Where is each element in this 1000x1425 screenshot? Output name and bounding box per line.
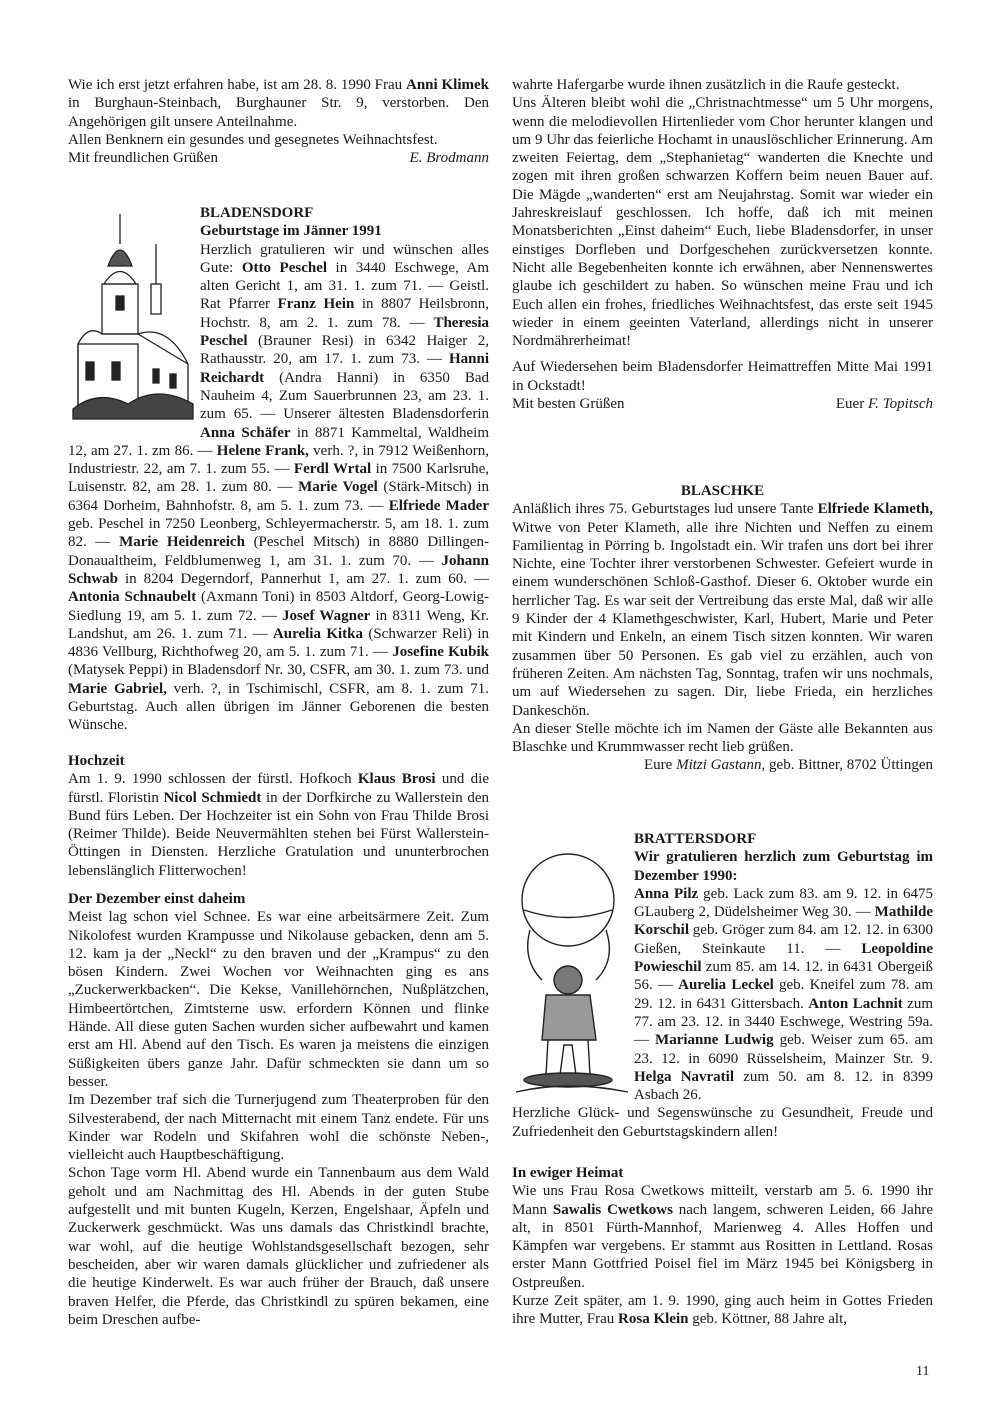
paragraph — [68, 908, 489, 1091]
death-notice-paragraph — [68, 76, 489, 131]
intro-section — [68, 76, 489, 167]
paragraph — [512, 1292, 933, 1329]
signoff — [512, 395, 933, 413]
text-run: (Stärk-Mitsch) in 6364 Dorheim, Bahnhofstr. 8, am 5. 1. zum 73. — — [68, 479, 490, 514]
closing-text: Mit besten Grüßen — [512, 396, 625, 413]
text-run: in 8311 Weng, Kr. Landshut, am 26. 1. zum 71. — — [68, 607, 489, 642]
bold-name: Elfriede Mader — [388, 497, 489, 514]
text-run: geb. Lack zum 83. am 9. 12. in 6475 GLauberg 2, Düdelsheimer Weg 30. — — [634, 885, 933, 921]
text-run: Wie uns Frau Rosa Cwetkows mitteilt, verstarb am 5. 6. 1990 ihr Mann — [512, 1183, 933, 1218]
bold-name: Otto Peschel — [241, 259, 328, 276]
subheading: Geburtstage im Jänner 1991 — [200, 223, 382, 240]
bold-name: Franz Hein — [277, 296, 355, 313]
text-run: Witwe von Peter Klameth, alle ihre Nichten und Neffen zu einem Familientag in Pörring b. Ingolstadt ein. Wir trafen uns dort bei ihrer Nichte, eine Tochter ihrer verstorbenen Schwester. Gefeiert wurde in einem wunderschönen Schloß-Gasthof. Dieser 6. Oktober wurde ein herrlicher Tag. Es war seit der Vertreibung das erste Mal, daß wir alle 9 Kinder der 4 Klamethgeschwister, Karl, Hubert, Marie und Peter mit Kindern und Enkeln, an einem Tisch sitzen konnten. Wir waren zusammen über 50 Personen. Es gab viel zu erzählen, auch von früheren Zeiten. Am nächsten Tag, Sonntag, trafen wir uns nochmals, um auf Wiedersehen zu sagen. Dir, liebe Frieda, ein herzliches Dankeschön. — [512, 519, 933, 719]
december-continued — [512, 76, 933, 413]
text-run: Wie ich erst jetzt erfahren habe, ist am 28. 8. 1990 Frau — [68, 77, 406, 93]
page-number: 11 — [916, 1364, 930, 1379]
brattersdorf-section — [512, 830, 933, 1141]
text-run: geb. Peschel in 7250 Leonberg, Schleyermacherstr. 5, am 18. 1. zum 82. — — [68, 516, 489, 551]
bold-name: Josefine Kubik — [392, 644, 489, 661]
text-run: Herzlich gratulieren wir und wünschen alles Gute: — [200, 241, 489, 276]
text-run: geb. Kneifel zum 78. am 29. 12. in 6431 Gittersbach. — [634, 977, 933, 1012]
bold-name: Rosa Klein — [618, 1311, 689, 1328]
bold-name: Theresia Peschel — [200, 314, 489, 350]
bold-name: Aurelia Leckel — [678, 977, 774, 994]
bold-name: Antonia Schnaubelt — [68, 589, 197, 606]
text-run: geb. Köttner, 88 Jahre alt, — [688, 1311, 848, 1328]
signature: E. Brodmann — [409, 150, 489, 167]
paragraph — [512, 1104, 933, 1141]
bold-name: Johann Schwab — [68, 552, 489, 587]
paragraph — [512, 1182, 933, 1292]
paragraph — [512, 500, 933, 720]
wedding-heading: Hochzeit — [68, 753, 125, 769]
text-run: verh. ?, in Tschimischl, CSFR, am 8. 1. zum 71. Geburtstag. Auch allen übrigen im Jänner Geborenen die besten Wünsche. — [68, 680, 489, 734]
section-heading: BLADENSDORF — [200, 205, 314, 221]
subheading: Wir gratulieren herzlich zum Geburtstag im Dezember 1990: — [634, 849, 933, 884]
bold-name: Marie Gabriel, — [68, 680, 167, 697]
bold-name: Hanni Reichardt — [200, 351, 489, 386]
paragraph — [68, 1091, 489, 1164]
text-run: geb. Weiser zum 65. am 23. 12. in 6090 Rüsselsheim, Mainzer Str. 9. — [634, 1032, 934, 1067]
bold-name: Josef Wagner — [282, 607, 371, 624]
text-run: in 8871 Kammeltal, Waldheim 12, am 27. 1. zm 86. — — [68, 424, 489, 459]
text-run: zum 77. am 23. 12. in 3440 Eschwege, Westring 59a. — — [634, 995, 933, 1049]
text-run: Anläßlich ihres 75. Geburtstages lud unsere Tante — [512, 501, 818, 518]
bold-name: Anton Lachnit — [808, 995, 903, 1012]
paragraph — [512, 358, 933, 395]
text-run: geb. Gröger zum 84. am 12. 12. in 6300 Gießen, Steinkaute 11. — — [634, 922, 933, 957]
bold-name: Anna Schäfer — [200, 424, 291, 441]
december-section — [68, 890, 489, 1329]
section-heading: BRATTERSDORF — [634, 831, 757, 847]
text-run: zum 85. am 14. 12. in 6431 Obergeiß 56. — — [634, 959, 933, 994]
bold-name: Marie Heidenreich — [119, 534, 245, 551]
bold-name: Helga Navratil — [634, 1068, 735, 1085]
text-run: Schon Tage vorm Hl. Abend wurde ein Tannenbaum aus dem Wald geholt und am Nachmittag des Hl. Abends in der guten Stube aufgestellt und mit bunten Kugeln, Kerzen, Engelshaar, Äpfeln und Zuckerwerk geschmückt. Was uns damals das Christkindl brachte, war wohl, auf die heutige Wohlstandsgesellschaft bezogen, sehr bescheiden, aber wir waren damals glücklicher und zufriedener als die heutige Kinderwelt. Es war auch früher der Brauch, daß unsere braven Helfer, die Pferde, das Christkindl zu spüren bekamen, eine beim Dreschen aufbe- — [68, 1165, 489, 1328]
text-run: (Matysek Peppi) in Bladensdorf Nr. 30, CSFR, am 30. 1. zum 73. und — [68, 662, 489, 679]
italic-name: Mitzi Gastann — [676, 757, 762, 774]
text-run: verh. ?, in 7912 Weißenhorn, Industriestr. 22, am 7. 1. zum 55. — — [68, 442, 489, 478]
text-run: (Andra Hanni) in 6350 Bad Nauheim 4, Zum Sauerbrunnen 23, am 23. 1. zum 65. — Unserer ältesten Bladensdorferin — [200, 369, 489, 423]
text-run: wahrte Hafergarbe wurde ihnen zusätzlich in die Raufe gesteckt. — [512, 77, 900, 93]
paragraph — [512, 76, 933, 94]
wedding-paragraph — [68, 770, 489, 880]
bold-name: Ferdl Wrtal — [293, 461, 372, 478]
text-run: Eure — [644, 757, 677, 774]
text-run: in 3440 Eschwege, Am alten Gericht 1, am 31. 1. zum 71. — Geistl. Rat Pfarrer — [200, 259, 490, 313]
church-illustration — [68, 204, 200, 428]
blaschke-section — [512, 482, 933, 775]
bold-name: Aurelia Kitka — [272, 625, 363, 642]
text-run: Meist lag schon viel Schnee. Es war eine arbeitsärmere Zeit. Zum Nikolofest wurden Krampusse und Nikolause gebacken, denn am 5. 12. kam ja der „Neckl“ zu den braven und der „Krampus“ zu den bösen Kindern. Zwei Wochen vor Weihnachten ging es ans „Zuckerwerkbacken“. Die Kekse, Vanillehörnchen, Nußplätzchen, Himbeertörtchen, Zimtsterne usw. erfordern Können und flinke Hände. All diese guten Sachen wurden sicher aufbewahrt und kamen erst am Hl. Abend auf den Tisch. Es waren ja meistens die einzigen Süßigkeiten übers ganze Jahr. Dafür schmeckten sie dann um so besser. — [68, 909, 489, 1090]
bold-name: Helene Frank, — [216, 442, 309, 459]
paragraph — [512, 94, 933, 350]
text-run: (Peschel Mitsch) in 8880 Dillingen-Donaualtheim, Feldblumenweg 1, am 31. 1. zum 70. — — [68, 534, 489, 569]
text-run: (Axmann Toni) in 8503 Altdorf, Georg-Lowig-Siedlung 19, am 5. 1. zum 72. — — [68, 589, 490, 624]
signature-prefix: Euer — [835, 396, 868, 413]
text-run: Auf Wiedersehen beim Bladensdorfer Heimattreffen Mitte Mai 1991 in Ockstadt! — [512, 359, 933, 394]
bold-name: Klaus Brosi — [357, 771, 436, 788]
obituary-section — [512, 1164, 933, 1329]
text-run: Allen Benknern ein gesundes und gesegnetes Weihnachtsfest. — [68, 131, 438, 148]
signoff — [68, 149, 489, 167]
obituary-heading: In ewiger Heimat — [512, 1165, 624, 1181]
signature — [512, 756, 933, 774]
text-run: Im Dezember traf sich die Turnerjugend zum Theaterproben für den Silvesterabend, der nach Mitternacht mit einem Tanz endete. Für uns Kinder war Rodeln und Skifahren wohl die schönste Neben-, vielleicht auch Hauptbeschäftigung. — [68, 1092, 489, 1164]
text-run: in 8807 Heilsbronn, Hochstr. 8, am 2. 1. zum 78. — — [200, 296, 490, 331]
bold-name: Marianne Ludwig — [655, 1032, 774, 1049]
text-run: Am 1. 9. 1990 schlossen der fürstl. Hofkoch — [68, 771, 358, 788]
text-run: Kurze Zeit später, am 1. 9. 1990, ging auch heim in Gottes Frieden ihre Mutter, Frau — [512, 1293, 933, 1328]
atlas-figure-illustration — [512, 830, 634, 1098]
text-run: Uns Älteren bleibt wohl die „Christnachtmesse“ um 5 Uhr morgens, wenn die melodievollen Hirtenlieder vom Chor herunter klangen und um 9 Uhr das feierliche Hochamt in unauslöschlicher Erinnerung. Am zweiten Feiertag, dem „Stephanietag“ wanderten die Knechte und zogen mit ihren großen schwarzen Koffern beim neuen Bauer auf. Die Mägde „wanderten“ erst am Neujahrstag. Somit war wieder ein Jahreskreislauf geschlossen. Ich hoffe, daß ich mit meinen Monatsberichten „Einst daheim“ Euch, liebe Bladensdorfer, in unser einstiges Dorfleben und Dorfgeschehen zurückversetzen konnte. Nicht alle Begebenheiten konnte ich erwähnen, aber Nennenswertes glaube ich geschildert zu haben. So wünschen meine Frau und ich Euch allen ein frohes, friedliches Weihnachtsfest, das erste seit 1945 wieder in einem geeinten Vaterland, allerdings nicht in unserer Nordmährerheimat! — [512, 95, 933, 350]
signature: F. Topitsch — [867, 396, 933, 413]
text-run: in 7500 Karlsruhe, Luisenstr. 82, am 28. 1. zum 80. — — [68, 461, 489, 496]
text-run: An dieser Stelle möchte ich im Namen der Gäste alle Bekannten aus Blaschke und Krummwasser recht lieb grüßen. — [512, 720, 933, 756]
december-heading: Der Dezember einst daheim — [68, 891, 246, 907]
bold-name: Nicol Schmiedt — [163, 789, 262, 806]
bold-name: Anni Klimek — [406, 77, 489, 93]
text-run: nach langem, schweren Leiden, 66 Jahre alt, in 8501 Fürth-Mannhof, Marienweg 4. Alles Hoffen und Kämpfen war vergebens. Er stammt aus Rositten in Lettland. Rosas erster Mann Gottfried Poisel fiel im März 1945 bei Königsberg in Ostpreußen. — [512, 1201, 933, 1291]
bold-name: Sawalis Cwetkows — [552, 1201, 673, 1218]
bold-name: Leopoldine Powieschil — [634, 940, 933, 976]
paragraph — [68, 1164, 489, 1329]
wedding-section — [68, 752, 489, 880]
text-run: in Burghaun-Steinbach, Burghauner Str. 9, verstorben. Den Angehörigen gilt unsere Anteilnahme. — [68, 95, 489, 130]
closing-text: Mit freundlichen Grüßen — [68, 150, 218, 167]
section-heading: BLASCHKE — [680, 483, 765, 499]
bold-name: Mathilde Korschil — [634, 904, 933, 939]
text-run: in 8204 Degerndorf, Pannerhut 1, am 27. 1. zum 60. — — [118, 570, 489, 587]
text-run: und die fürstl. Floristin — [68, 771, 490, 806]
text-run: (Brauner Resi) in 6342 Haiger 2, Rathausstr. 20, am 17. 1. zum 73. — — [200, 333, 489, 368]
text-run: , geb. Bittner, 8702 Üttingen — [761, 757, 933, 774]
paragraph — [512, 720, 933, 757]
bold-name: Elfriede Klameth, — [817, 501, 933, 518]
bladensdorf-section — [68, 204, 489, 735]
bold-name: Marie Vogel — [298, 479, 378, 496]
text-run: (Schwarzer Reli) in 4836 Vellburg, Richthofweg 20, am 5. 1. zum 71. — — [68, 625, 489, 661]
text-run: zum 50. am 8. 12. in 8399 Asbach 26. — [634, 1068, 933, 1104]
bold-name: Anna Pilz — [634, 885, 699, 902]
text-run: in der Dorfkirche zu Wallerstein den Bund fürs Leben. Der Hochzeiter ist ein Sohn von Frau Thilde Brosi (Reimer Thilde). Beide Neuvermählten stehen bei Fürst Wallerstein-Öttingen in Diensten. Herzliche Gratulation und ununterbrochen lebenslänglich Flitterwochen! — [68, 789, 489, 879]
greeting-paragraph — [68, 131, 489, 149]
text-run: Herzliche Glück- und Segenswünsche zu Gesundheit, Freude und Zufriedenheit den Geburtstagskindern allen! — [512, 1105, 933, 1140]
